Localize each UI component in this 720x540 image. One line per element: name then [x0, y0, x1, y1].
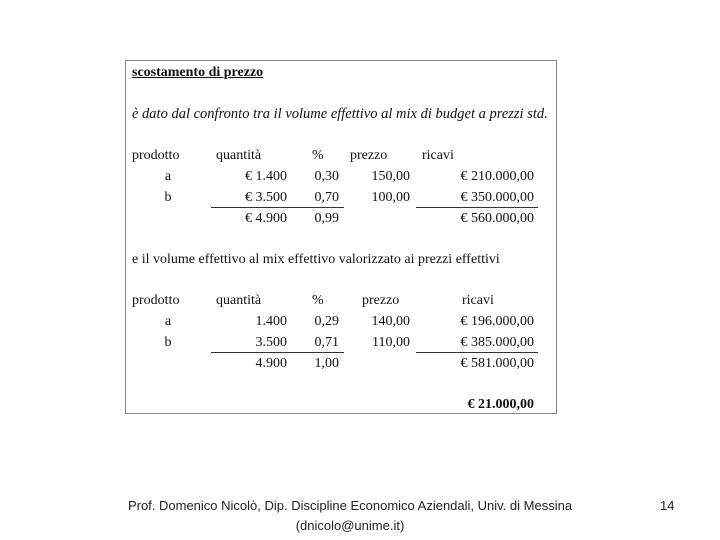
second-sentence: e il volume effettivo al mix effettivo valorizzato ai prezzi effettivi — [132, 252, 500, 267]
cell-percent: 0,30 — [314, 169, 339, 184]
header-percent: % — [312, 293, 324, 308]
header-prodotto: prodotto — [132, 148, 180, 163]
cell-ricavi: € 196.000,00 — [460, 314, 534, 329]
footer-credit — [80, 496, 620, 536]
header-quantita: quantità — [216, 293, 262, 308]
section-title: scostamento di prezzo — [132, 65, 264, 80]
intro-text: è dato dal confronto tra il volume effettivo al mix di budget a prezzi std. — [132, 106, 548, 122]
price-variance-result: € 21.000,00 — [467, 397, 534, 412]
header-prezzo: prezzo — [362, 293, 400, 308]
cell-quantita: € 3.500 — [245, 190, 287, 205]
cell-prezzo: 100,00 — [371, 190, 410, 205]
total-percent: 1,00 — [314, 356, 339, 371]
cell-ricavi: € 210.000,00 — [460, 169, 534, 184]
cell-ricavi: € 385.000,00 — [460, 335, 534, 350]
cell-ricavi: € 350.000,00 — [460, 190, 534, 205]
cell-prodotto: a — [164, 169, 172, 184]
cell-percent: 0,29 — [314, 314, 339, 329]
cell-prodotto: b — [164, 335, 172, 350]
total-quantita: € 4.900 — [245, 211, 287, 226]
header-percent: % — [312, 148, 324, 163]
header-prodotto: prodotto — [132, 293, 180, 308]
cell-quantita: 1.400 — [255, 314, 287, 329]
cell-quantita: € 1.400 — [245, 169, 287, 184]
cell-prodotto: b — [164, 190, 172, 205]
cell-prezzo: 110,00 — [372, 335, 410, 350]
page-number: 14 — [660, 498, 675, 513]
total-percent: 0,99 — [314, 211, 339, 226]
cell-percent: 0,70 — [314, 190, 339, 205]
header-ricavi: ricavi — [422, 148, 454, 163]
cell-prezzo: 140,00 — [371, 314, 410, 329]
sum-line — [211, 207, 344, 208]
total-ricavi: € 560.000,00 — [460, 211, 534, 226]
cell-quantita: 3.500 — [255, 335, 287, 350]
header-quantita: quantità — [216, 148, 262, 163]
sum-line — [416, 207, 538, 208]
cell-prezzo: 150,00 — [371, 169, 410, 184]
header-prezzo: prezzo — [350, 148, 388, 163]
header-ricavi: ricavi — [462, 293, 494, 308]
total-quantita: 4.900 — [255, 356, 287, 371]
sum-line — [211, 352, 344, 353]
cell-prodotto: a — [164, 314, 172, 329]
total-ricavi: € 581.000,00 — [460, 356, 534, 371]
sum-line — [416, 352, 538, 353]
footer-line-1: Prof. Domenico Nicolò, Dip. Discipline Economico Aziendali, Univ. di Messina — [127, 498, 573, 513]
cell-percent: 0,71 — [314, 335, 339, 350]
footer-line-2: (dnicolo@unime.it) — [295, 518, 405, 533]
